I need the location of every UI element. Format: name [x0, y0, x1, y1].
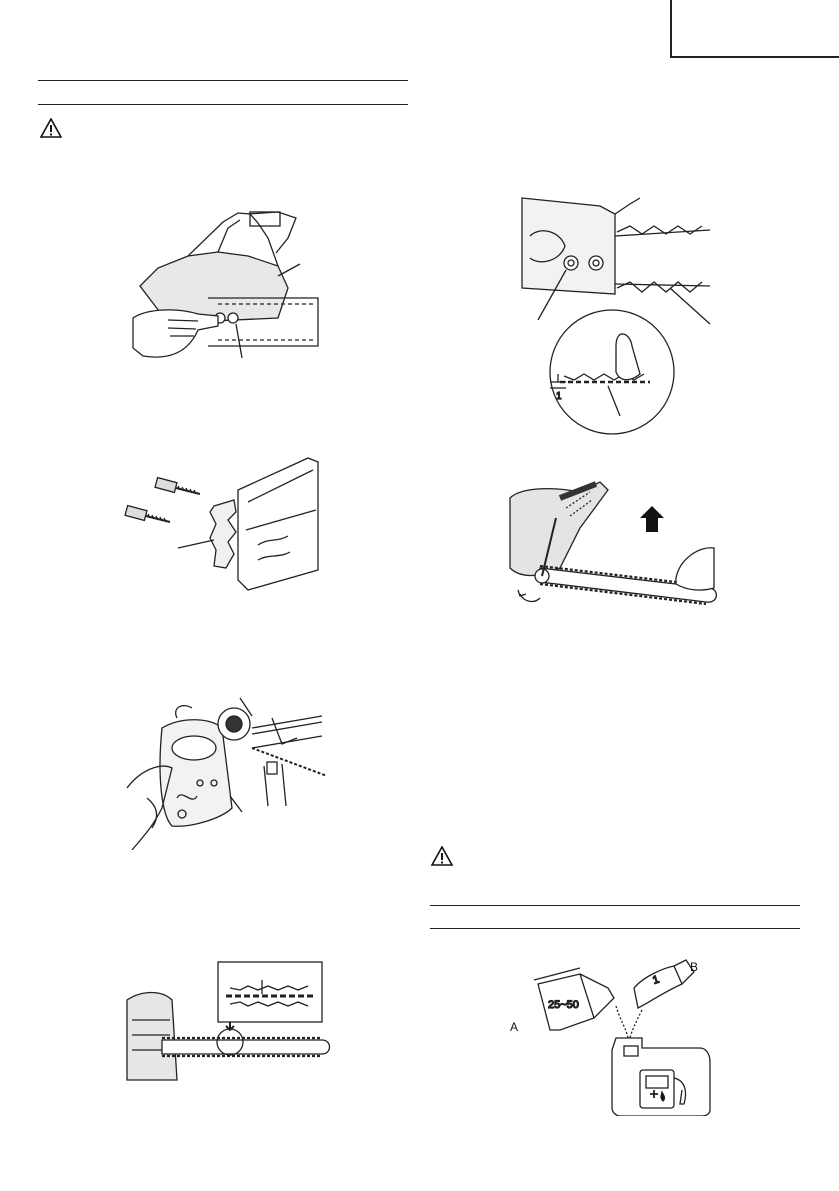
figure-chain-tension: [520, 196, 720, 438]
oil-bottle-number: 1: [651, 973, 661, 987]
figure-fuel-mixing: [524, 958, 714, 1116]
fuel-section-bottom-rule: [430, 928, 800, 929]
section-bottom-rule: [38, 104, 408, 105]
tension-gap-label: 1: [556, 391, 562, 402]
corner-tab: [670, 0, 839, 58]
figure-bolts-guide-plate: [118, 450, 323, 592]
container-a-label: A: [510, 1020, 519, 1034]
figure-adjust-tension: [500, 478, 722, 628]
figure-chain-direction: [122, 960, 334, 1100]
section-top-rule: [38, 80, 408, 81]
figure-loosen-nuts: [128, 208, 323, 366]
up-arrow-icon: [640, 506, 664, 532]
container-b-label: B: [690, 960, 699, 974]
mix-ratio-label: 25~50: [548, 999, 579, 1011]
warning-triangle-icon: [40, 118, 62, 138]
warning-triangle-icon-right: [431, 846, 453, 866]
fuel-section-top-rule: [430, 905, 800, 906]
figure-sprocket-chain: [122, 688, 327, 850]
